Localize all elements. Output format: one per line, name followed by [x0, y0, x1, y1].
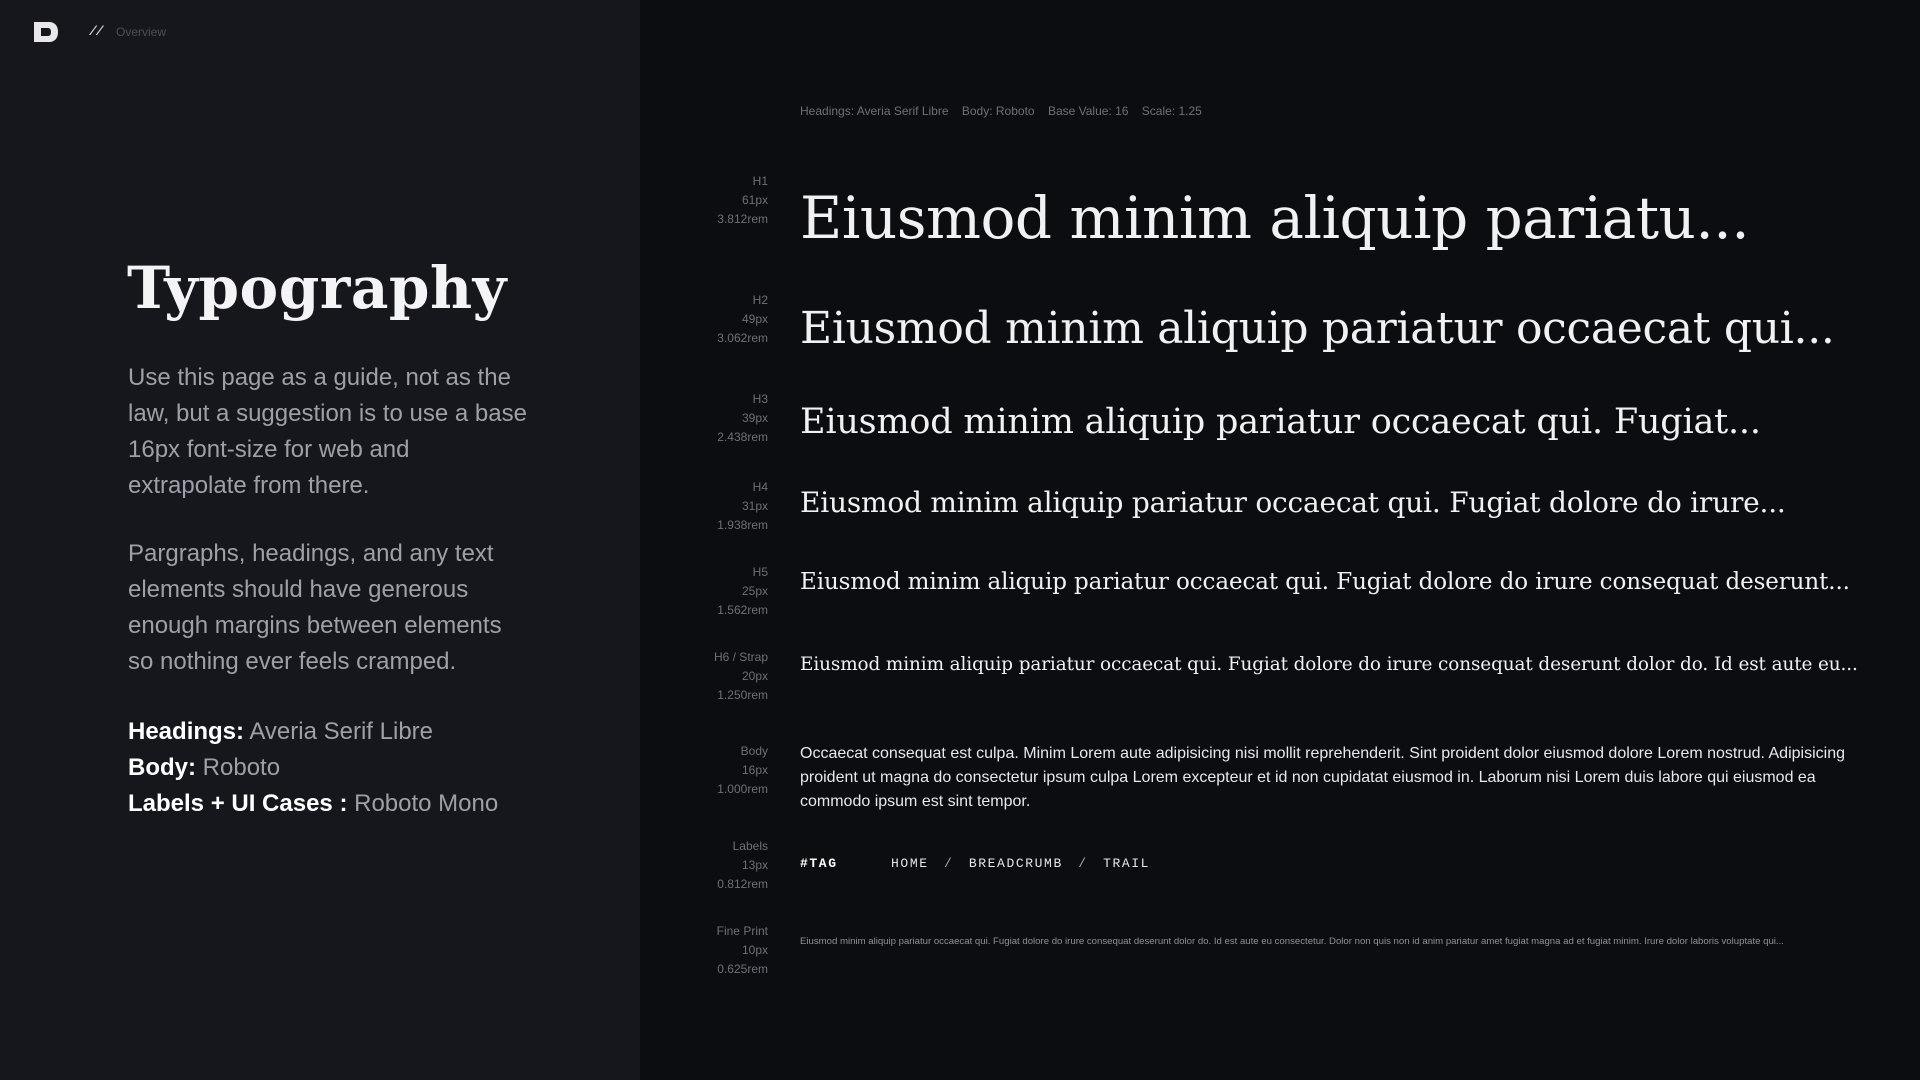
font-role: Body:	[128, 754, 196, 781]
font-family-name: Roboto Mono	[354, 790, 499, 817]
breadcrumb-item[interactable]: TRAIL	[1103, 856, 1151, 871]
intro-text	[128, 360, 528, 712]
spec-rem: 0.625rem	[717, 962, 768, 976]
font-family-name: Roboto	[202, 754, 281, 781]
sample-h4: Eiusmod minim aliquip pariatur occaecat qui. Fugiat dolore do irure...	[800, 486, 1786, 519]
sample-h3: Eiusmod minim aliquip pariatur occaecat qui. Fugiat...	[800, 402, 1761, 442]
spec-px: 31px	[741, 499, 768, 513]
spec-label	[648, 291, 768, 348]
spec-px: 13px	[741, 858, 768, 872]
spec-name: H1	[752, 174, 768, 188]
sample-h1: Eiusmod minim aliquip pariatu...	[800, 184, 1750, 252]
page-title: Typography	[127, 254, 507, 322]
spec-rem: 2.438rem	[717, 430, 768, 444]
spec-label	[648, 172, 768, 229]
spec-px: 16px	[741, 763, 768, 777]
meta-body: Body: Roboto	[961, 104, 1035, 118]
font-list-item	[128, 750, 498, 786]
sample-h5: Eiusmod minim aliquip pariatur occaecat qui. Fugiat dolore do irure consequat deserunt...	[800, 569, 1850, 595]
breadcrumb-item[interactable]: BREADCRUMB	[968, 856, 1063, 871]
spec-name: H2	[752, 293, 768, 307]
spec-name: H5	[752, 565, 768, 579]
sample-h2: Eiusmod minim aliquip pariatur occaecat qui...	[800, 303, 1835, 354]
font-family-name: Averia Serif Libre	[249, 718, 434, 745]
spec-rem: 1.250rem	[717, 688, 768, 702]
meta-base: Base Value: 16	[1047, 104, 1129, 118]
sample-labels	[800, 856, 1150, 871]
font-role: Headings:	[128, 718, 245, 745]
spec-px: 20px	[741, 669, 768, 683]
breadcrumb-separator: //	[89, 24, 103, 39]
spec-label	[648, 390, 768, 447]
spec-name: H6 / Strap	[713, 650, 768, 664]
spec-rem: 3.812rem	[717, 212, 768, 226]
sample-fine-print: Eiusmod minim aliquip pariatur occaecat qui. Fugiat dolore do irure consequat deserunt dolor do. Id est aute eu consectetur. Dolor non quis non id anim pariatur amet fugiat magna ad et fugiat minim. Irure dolor laboris voluptate qui...	[800, 936, 1784, 947]
sample-h6: Eiusmod minim aliquip pariatur occaecat qui. Fugiat dolore do irure consequat deserunt dolor do. Id est aute eu...	[800, 654, 1858, 675]
spec-px: 61px	[741, 193, 768, 207]
spec-label	[648, 922, 768, 979]
spec-px: 49px	[741, 312, 768, 326]
spec-name: H4	[752, 480, 768, 494]
font-list-item	[128, 714, 498, 750]
spec-name: Labels	[732, 839, 768, 853]
logo-icon[interactable]	[32, 20, 60, 44]
meta-scale: Scale: 1.25	[1141, 104, 1202, 118]
spec-label	[648, 478, 768, 535]
spec-rem: 1.000rem	[717, 782, 768, 796]
spec-name: H3	[752, 392, 768, 406]
breadcrumb-separator: /	[944, 856, 954, 871]
spec-rem: 1.938rem	[717, 518, 768, 532]
type-scale-meta	[800, 104, 1212, 118]
breadcrumb-current[interactable]: Overview	[116, 25, 167, 39]
spec-name: Body	[740, 744, 768, 758]
meta-headings: Headings: Averia Serif Libre	[800, 104, 949, 118]
spec-rem: 1.562rem	[717, 603, 768, 617]
spec-label	[648, 563, 768, 620]
spec-rem: 3.062rem	[717, 331, 768, 345]
spec-px: 10px	[741, 943, 768, 957]
font-list	[128, 714, 498, 822]
font-list-item	[128, 786, 498, 822]
spec-label	[648, 742, 768, 799]
spec-px: 25px	[741, 584, 768, 598]
sample-body: Occaecat consequat est culpa. Minim Lorem aute adipisicing nisi mollit reprehenderit. Sint proident dolor eiusmod dolore Lorem nostrud. Adipisicing proident ut magna do consectetur ipsum culpa Lorem excepteur et id non cupidatat eiusmod in. Laborum nisi Lorem duis labore qui eiusmod ea commodo ipsum est sint tempor.	[800, 745, 1845, 810]
spec-rem: 0.812rem	[717, 877, 768, 891]
font-role: Labels + UI Cases :	[128, 790, 348, 817]
breadcrumb-separator: /	[1078, 856, 1088, 871]
left-panel	[0, 0, 640, 1080]
intro-paragraph: Pargraphs, headings, and any text elements should have generous enough margins between elements so nothing ever feels cramped.	[128, 540, 502, 675]
spec-label	[648, 837, 768, 894]
spec-name: Fine Print	[716, 924, 768, 938]
tag-label[interactable]: #TAG	[800, 856, 838, 871]
intro-paragraph: Use this page as a guide, not as the law, but a suggestion is to use a base 16px font-size for web and extrapolate from there.	[128, 364, 527, 499]
breadcrumb-item[interactable]: HOME	[891, 856, 929, 871]
spec-label	[648, 648, 768, 705]
spec-px: 39px	[741, 411, 768, 425]
